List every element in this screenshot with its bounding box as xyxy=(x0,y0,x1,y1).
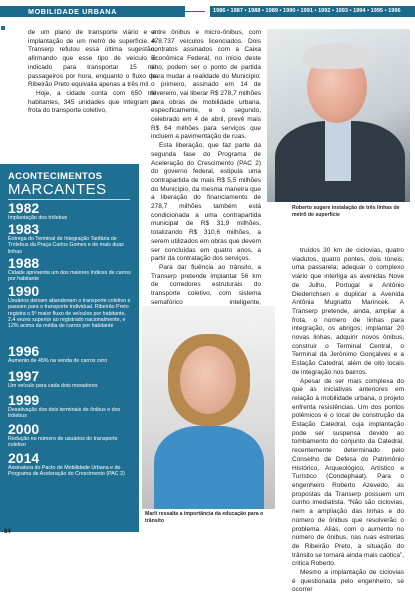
timeline-event xyxy=(8,284,132,329)
paragraph: truídos 30 km de ciclovias, quatro viadutos, quatro pontes, dois túneis; uma passarela; adequar o complexo viário que interliga as avenidas Nove de Julho, Portugal e Antônio Diederichsen e duplicar a Avenida Antônia Mugnatto Marincek. A Transerp pretende, ainda, ampliar a frota, o número de linhas para integração, os abrigos; implantar 20 novas linhas, adquirir novos ônibus, construir o Terminal Central, o Terminal da Jerônimo Gonçalves e a Estação Catedral, além de oito locais de integração nos bairros. xyxy=(292,247,404,376)
timeline-text: Redução no número de usuários do transporte coletivo xyxy=(8,436,118,449)
photo-figure-shirt xyxy=(325,121,351,181)
paragraph: Esta liberação, que faz parte da segunda fase do Programa de Aceleração do Crescimento (PAC 2) do governo federal, estipula uma contrapartida de mais R$ 5,5 milhões do Município, da mesma maneira que a liberação do financiamento de 278,7 milhões também está condicionada a uma contrapartida municipal de R$ 31,9 milhões, totalizando R$ 310,6 milhões, a serem utilizados em obras que devem ser concluídas em quatro anos, a partir da contratação dos serviços. xyxy=(151,142,261,263)
timeline-event xyxy=(8,256,132,283)
timeline-year: 1983 xyxy=(8,221,40,237)
timeline-year: 1996 xyxy=(8,343,40,359)
timeline-event xyxy=(8,222,132,255)
timeline-event xyxy=(8,369,132,389)
timeline-year: 1997 xyxy=(8,368,40,384)
timeline-title: ACONTECIMENTOS xyxy=(8,171,103,182)
article-column-3 xyxy=(292,247,404,595)
section-marker xyxy=(1,26,5,30)
timeline-event xyxy=(8,451,132,478)
years-strip xyxy=(210,6,415,17)
photo-caption-marli: Marli ressalta a importância da educação para o trânsito xyxy=(145,511,264,524)
years-text: 1986 • 1987 • 1988 • 1989 • 1990 • 1991 • 1992 • 1993 • 1994 • 1995 • 1996 xyxy=(213,7,401,14)
timeline-text: Um veículo para cada dois moradores xyxy=(8,383,98,389)
timeline-text: Cidade apresenta um dos maiores índices de carros por habitante xyxy=(8,270,131,283)
header-rule xyxy=(185,11,205,12)
timeline-event xyxy=(8,344,132,364)
section-tag xyxy=(0,6,185,17)
paragraph: entre ônibus e micro-ônibus, com 478.737 veículos licenciados. Dois contratos assinados com a Caixa Econômica Federal, no início deste ano, podem ser o ponto de partida para mudar a realidade do Município: o primeiro, assinado em 14 de fevereiro, vai liberar R$ 278,7 milhões para obras de mobilidade urbana, especificamente, e o segundo, celebrado em 4 de abril, prevê mais R$ 64 milhões para serviços que incluem a pavimentação de ruas. xyxy=(151,29,261,141)
timeline-year: 1999 xyxy=(8,392,40,408)
article-column-1 xyxy=(28,29,156,116)
timeline-text: Desativação dos dois terminais de ônibus e dos trólebus xyxy=(8,407,121,420)
photo-figure-head xyxy=(180,346,236,414)
timeline-subtitle: MARCANTES xyxy=(8,181,107,198)
timeline-event xyxy=(8,422,132,449)
paragraph: Mesmo a implantação de ciclovias é questionada pelo engenheiro, se ocorrer xyxy=(292,569,404,594)
timeline-year: 2014 xyxy=(8,450,40,466)
timeline-text: Entrega do Terminal de Integração Tarifária de Trólebus da Praça Carlos Gomes e de mais duas linhas xyxy=(8,236,124,255)
timeline-year: 1988 xyxy=(8,255,40,271)
section-title: MOBILIDADE URBANA xyxy=(28,7,117,16)
timeline-event xyxy=(8,393,132,420)
timeline-year: 2000 xyxy=(8,421,40,437)
paragraph: Hoje, a cidade conta com 650 mil habitantes, 345 unidades que integram a frota do transporte coletivo, xyxy=(28,89,156,115)
timeline-year: 1982 xyxy=(8,200,40,216)
photo-caption-roberto: Roberto sugere instalação de três linhas de metrô de superfície xyxy=(292,205,400,218)
timeline-text: Assinatura do Pacto de Mobilidade Urbana e do Programa de Aceleração do Crescimento (PAC 2) xyxy=(8,465,125,478)
section-header xyxy=(0,6,415,17)
timeline-year: 1990 xyxy=(8,283,40,299)
paragraph: Apesar de ser mais complexa do que as iniciativas anteriores em relação à mobilidade urbana, o projeto enfrenta resistências. Um dos pontos polêmicos é o local de construção da Estação Catedral, cuja implantação pode ser suspensa devido ao tombamento do conjunto da Catedral, recentemente determinado pelo Conselho de Defesa do Patrimônio Histórico, Arqueológico, Artístico e Turístico (Condephaat). Para o engenheiro Roberto Azevedo, as propostas da Transerp possuem um cunho imediatista. “Não são ciclovias, nem a ampliação das linhas e do número de ônibus que resolverão o problema. Aliás, com o aumento no número de ônibus, nas ruas estreitas de Ribeirão Preto, a situação do trânsito se tornará ainda mais caótica”, critica Roberto. xyxy=(292,377,404,568)
timeline-text: Aumento de 45% na venda de carros zero xyxy=(8,358,108,364)
timeline-text: Implantação dos trólebus xyxy=(8,215,68,221)
timeline-event xyxy=(8,201,132,221)
photo-marli xyxy=(142,306,275,509)
photo-roberto xyxy=(267,29,410,202)
timeline-text: Usuários deixam abandonam o transporte coletivo e passam para o transporte individual. Ribeirão Preto registra o 5º maior fluxo de veículos por habitante, 2,4 vezes superior ao registrado nacionalmente, e 12% acima da média de carros por habitante xyxy=(8,298,131,330)
photo-figure-hair xyxy=(303,43,371,69)
page-number: 84 xyxy=(4,529,11,535)
paragraph: de um plano de transporte viário e a implantação de um metrô de superfície. A Transerp refutou essa última sugestão, afirmando que esse tipo de veículo é indicado para transportar 15 mil passageiros por hora, enquanto o fluxo de Ribeirão Preto equivalia apenas a três mil. xyxy=(28,29,156,89)
photo-figure-body xyxy=(154,426,264,509)
paragraph: Para dar fluência ao trânsito, a Transerp pretende implantar 56 km de corredores estruturais do transporte coletivo, com sistema semafórico inteligente, xyxy=(151,263,261,306)
